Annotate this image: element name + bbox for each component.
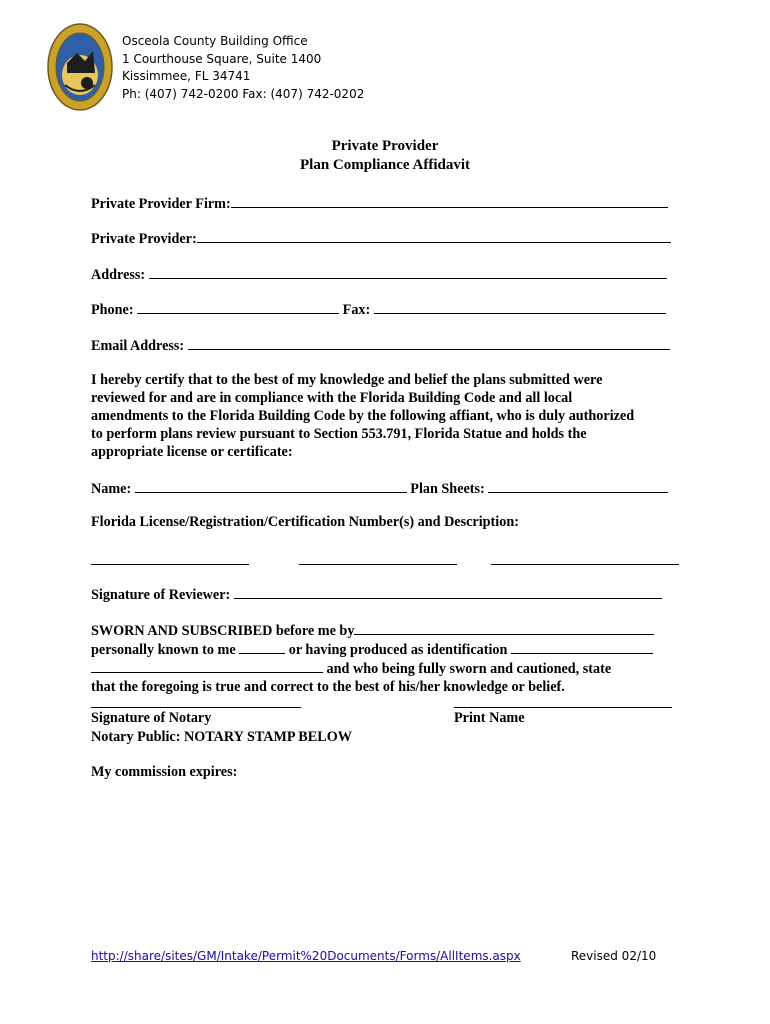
- phone-fax-field: [91, 300, 666, 319]
- email-label: Email Address:: [91, 338, 185, 354]
- print-name-label: Print Name: [454, 710, 525, 726]
- certification-line: amendments to the Florida Building Code by the following affiant, who is duly authorized: [91, 408, 635, 424]
- fax-blank[interactable]: [374, 300, 666, 314]
- sworn-by-blank[interactable]: [354, 621, 654, 635]
- plan-sheets-blank[interactable]: [488, 479, 668, 493]
- personally-known-blank[interactable]: [239, 640, 285, 654]
- print-name-blank[interactable]: [454, 707, 672, 708]
- office-address-line1: 1 Courthouse Square, Suite 1400: [122, 51, 322, 66]
- license-blank-2[interactable]: [299, 564, 457, 565]
- address-field: [91, 265, 667, 284]
- identification-continued-blank[interactable]: [91, 659, 323, 673]
- office-name: Osceola County Building Office: [122, 34, 308, 48]
- notary-signature-label: Signature of Notary: [91, 710, 212, 726]
- sworn-line2: personally known to me or having produced as identification: [91, 640, 691, 659]
- notary-stamp-label: Notary Public: NOTARY STAMP BELOW: [91, 729, 352, 745]
- address-blank[interactable]: [149, 265, 667, 279]
- reviewer-signature-field: [91, 585, 662, 604]
- certification-paragraph: [91, 371, 691, 461]
- form-title-line2: Plan Compliance Affidavit: [299, 157, 470, 173]
- address-label: Address:: [91, 267, 146, 283]
- name-plansheets-field: [91, 479, 668, 498]
- email-field: [91, 336, 670, 355]
- reviewer-signature-blank[interactable]: [234, 585, 662, 599]
- certification-line: reviewed for and are in compliance with the Florida Building Code and all local: [91, 390, 573, 406]
- license-label: Florida License/Registration/Certification Number(s) and Description:: [91, 514, 519, 530]
- private-provider-label: Private Provider:: [91, 231, 197, 247]
- sworn-line3: and who being fully sworn and cautioned, state: [91, 659, 691, 678]
- revision-label: Revised 02/10: [571, 949, 657, 963]
- county-seal-icon: [47, 23, 113, 111]
- sworn-line1: SWORN AND SUBSCRIBED before me by: [91, 621, 691, 640]
- footer-link[interactable]: http://share/sites/GM/Intake/Permit%20Documents/Forms/AllItems.aspx: [91, 949, 521, 963]
- reviewer-signature-label: Signature of Reviewer:: [91, 587, 231, 603]
- plan-sheets-label: Plan Sheets:: [410, 481, 485, 497]
- identification-blank[interactable]: [511, 640, 653, 654]
- certification-line: I hereby certify that to the best of my knowledge and belief the plans submitted were: [91, 372, 603, 388]
- commission-expires-label: My commission expires:: [91, 764, 238, 780]
- license-blank-3[interactable]: [491, 564, 679, 565]
- provider-firm-blank[interactable]: [231, 194, 668, 208]
- certification-line: appropriate license or certificate:: [91, 444, 293, 460]
- license-blank-1[interactable]: [91, 564, 249, 565]
- form-title-line1: Private Provider: [331, 138, 439, 154]
- sworn-line4: that the foregoing is true and correct to the best of his/her knowledge or belief.: [91, 679, 565, 695]
- provider-firm-field: [91, 194, 668, 213]
- office-header: [122, 33, 364, 103]
- email-blank[interactable]: [188, 336, 670, 350]
- phone-label: Phone:: [91, 302, 134, 318]
- private-provider-blank[interactable]: [197, 229, 671, 243]
- notary-signature-blank[interactable]: [91, 707, 301, 708]
- office-address-line2: Kissimmee, FL 34741: [122, 69, 251, 83]
- fax-label: Fax:: [342, 302, 371, 318]
- name-blank[interactable]: [135, 479, 407, 493]
- private-provider-field: [91, 229, 671, 248]
- office-phone-fax: Ph: (407) 742-0200 Fax: (407) 742-0202: [122, 86, 365, 101]
- certification-line: to perform plans review pursuant to Section 553.791, Florida Statue and holds the: [91, 426, 587, 442]
- name-label: Name:: [91, 481, 132, 497]
- provider-firm-label: Private Provider Firm:: [91, 196, 231, 212]
- sworn-paragraph: [91, 621, 691, 696]
- phone-blank[interactable]: [137, 300, 339, 314]
